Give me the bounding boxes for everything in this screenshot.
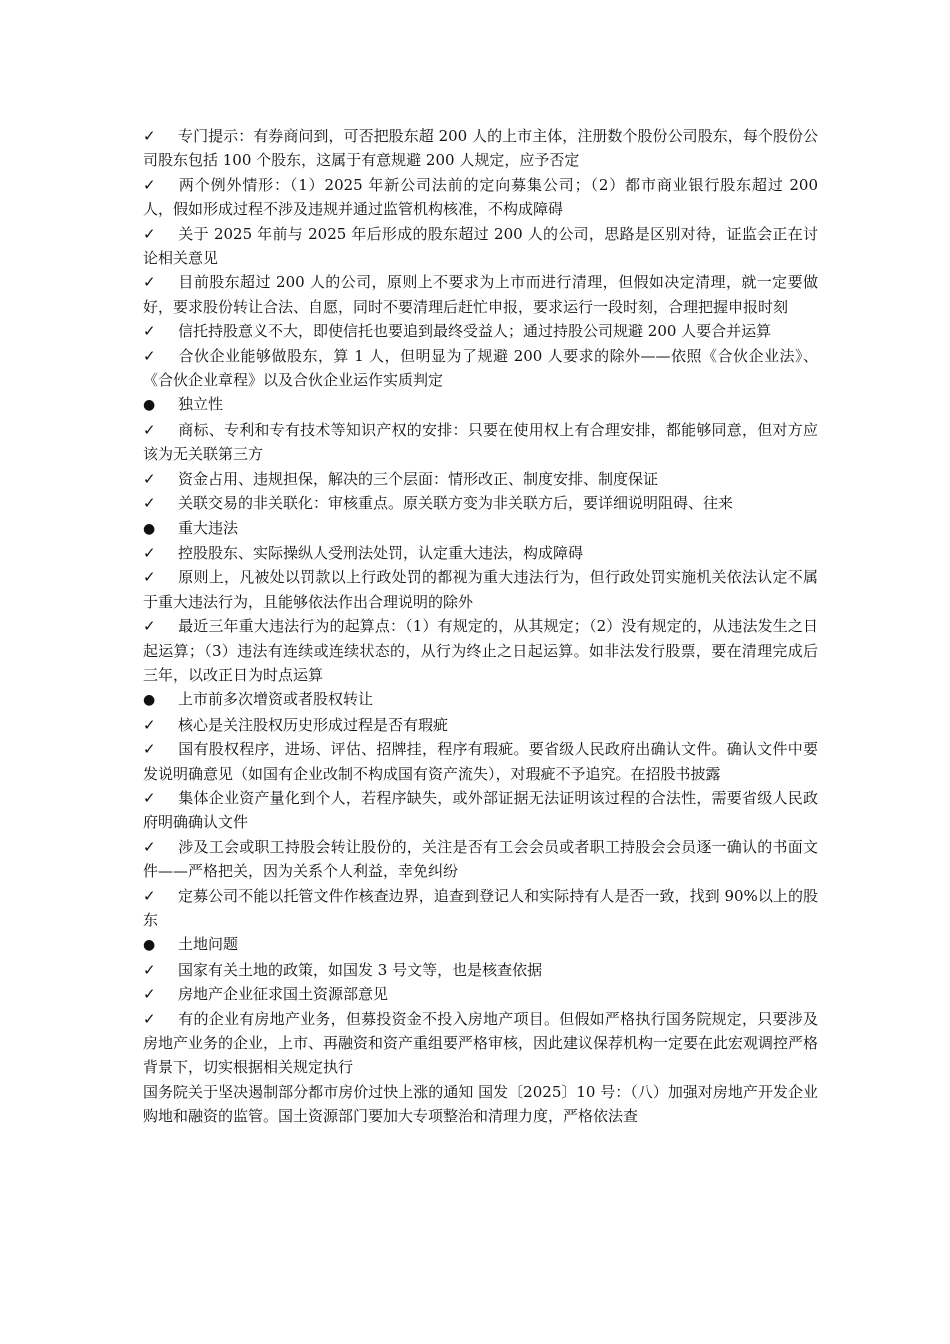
paragraph-text: 国有股权程序，进场、评估、招牌挂，程序有瑕疵。要省级人民政府出确认文件。确认文件中要发说明确意见（如国有企业改制不构成国有资产流失），对瑕疵不予追究。在招股书披露 (143, 740, 818, 783)
list-item (143, 124, 818, 173)
checkmark-icon: ✓ (143, 469, 156, 488)
list-item (143, 786, 818, 835)
paragraph-text: 独立性 (178, 395, 224, 414)
paragraph-text: 上市前多次增资或者股权转让 (178, 690, 374, 709)
list-item (143, 835, 818, 884)
checkmark-icon: ✓ (143, 127, 156, 145)
list-item (143, 614, 818, 687)
checkmark-icon: ✓ (143, 420, 156, 439)
list-item (143, 958, 818, 982)
list-item (143, 467, 818, 491)
list-item (143, 737, 818, 786)
list-item (143, 319, 818, 343)
list-item (143, 270, 818, 319)
paragraph-text: 土地问题 (178, 935, 239, 954)
paragraph-text: 最近三年重大违法行为的起算点：（1）有规定的，从其规定；（2）没有规定的，从违法发生之日起运算；（3）违法有连续或连续状态的，从行为终止之日起运算。如非法发行股票，要在清理完成后三年，以改正日为时点运算 (143, 617, 818, 684)
section-heading (143, 516, 818, 541)
list-item (143, 884, 818, 933)
paragraph-text: 信托持股意义不大，即使信托也要追到最终受益人；通过持股公司规避 200 人要合并运算 (178, 322, 772, 341)
paragraph-text: 关联交易的非关联化：审核重点。原关联方变为非关联方后，要详细说明阻碍、往来 (178, 494, 734, 513)
list-item (143, 713, 818, 737)
checkmark-icon: ✓ (143, 175, 156, 194)
checkmark-icon: ✓ (143, 568, 156, 587)
list-item (143, 982, 818, 1006)
paragraph-text: 控股股东、实际操纵人受刑法处罚，认定重大违法，构成障碍 (178, 543, 584, 562)
bullet-icon: ● (143, 520, 156, 537)
paragraph-text: 商标、专利和专有技术等知识产权的安排：只要在使用权上有合理安排，都能够同意，但对方应该为无关联第三方 (143, 420, 818, 464)
list-item (143, 418, 818, 467)
paragraph-text: 合伙企业能够做股东，算 1 人，但明显为了规避 200 人要求的除外——依照《合伙企业法》、《合伙企业章程》以及合伙企业运作实质判定 (143, 346, 818, 390)
checkmark-icon: ✓ (143, 273, 156, 292)
checkmark-icon: ✓ (143, 224, 156, 243)
list-item (143, 1080, 818, 1129)
checkmark-icon: ✓ (143, 886, 156, 905)
paragraph-text: 两个例外情形：（1）2025 年新公司法前的定向募集公司；（2）都市商业银行股东超过 200 人，假如形成过程不涉及违规并通过监管机构核准，不构成障碍 (143, 175, 818, 219)
section-heading (143, 932, 818, 957)
section-heading (143, 687, 818, 712)
checkmark-icon: ✓ (143, 543, 156, 562)
list-item (143, 491, 818, 515)
bullet-icon: ● (143, 692, 156, 709)
paragraph-text: 资金占用、违规担保，解决的三个层面：情形改正、制度安排、制度保证 (178, 469, 659, 488)
paragraph-text: 集体企业资产量化到个人，若程序缺失，或外部证据无法证明该过程的合法性，需要省级人民政府明确确认文件 (143, 788, 818, 832)
paragraph-text: 重大违法 (178, 518, 239, 537)
checkmark-icon: ✓ (143, 715, 156, 734)
checkmark-icon: ✓ (143, 494, 156, 513)
checkmark-icon: ✓ (143, 985, 156, 1004)
paragraph-text: 目前股东超过 200 人的公司，原则上不要求为上市而进行清理，但假如决定清理，就一定要做好，要求股份转让合法、自愿，同时不要清理后赶忙申报，要求运行一段时刻，合理把握申报时刻 (143, 273, 818, 316)
paragraph-text: 关于 2025 年前与 2025 年后形成的股东超过 200 人的公司，思路是区别对待，证监会正在讨论相关意见 (143, 224, 818, 268)
paragraph-text: 核心是关注股权历史形成过程是否有瑕疵 (178, 715, 449, 734)
bullet-icon: ● (143, 397, 156, 414)
paragraph-text: 国家有关土地的政策，如国发 3 号文等，也是核查依据 (178, 960, 543, 979)
checkmark-icon: ✓ (143, 617, 156, 636)
checkmark-icon: ✓ (143, 740, 156, 759)
document-body (143, 124, 818, 1129)
list-item (143, 565, 818, 614)
list-item (143, 1007, 818, 1080)
checkmark-icon: ✓ (143, 788, 156, 807)
paragraph-text: 房地产企业征求国土资源部意见 (178, 985, 389, 1004)
checkmark-icon: ✓ (143, 322, 156, 341)
list-item (143, 222, 818, 271)
paragraph-text: 专门提示：有券商问到，可否把股东超 200 人的上市主体，注册数个股份公司股东，每个股份公司股东包括 100 个股东，这属于有意规避 200 人规定，应予否定 (143, 127, 818, 170)
paragraph-text: 原则上，凡被处以罚款以上行政处罚的都视为重大违法行为，但行政处罚实施机关依法认定不属于重大违法行为，且能够依法作出合理说明的除外 (143, 568, 818, 611)
paragraph-text: 有的企业有房地产业务，但募投资金不投入房地产项目。但假如严格执行国务院规定，只要涉及房地产业务的企业，上市、再融资和资产重组要严格审核，因此建议保荐机构一定要在此宏观调控严格背景下，切实根据相关规定执行 (143, 1009, 819, 1077)
section-heading (143, 392, 818, 417)
bullet-icon: ● (143, 937, 156, 954)
paragraph-text: 国务院关于坚决遏制部分都市房价过快上涨的通知 国发〔2025〕10 号：（八）加强对房地产开发企业购地和融资的监管。国土资源部门要加大专项整治和清理力度，严格依法查 (143, 1082, 818, 1126)
checkmark-icon: ✓ (143, 1009, 156, 1028)
list-item (143, 173, 818, 222)
paragraph-text: 涉及工会或职工持股会转让股份的，关注是否有工会会员或者职工持股会会员逐一确认的书面文件——严格把关，因为关系个人利益，幸免纠纷 (143, 837, 818, 881)
checkmark-icon: ✓ (143, 960, 156, 979)
paragraph-text: 定募公司不能以托管文件作核查边界，追查到登记人和实际持有人是否一致，找到 90%以上的股东 (143, 886, 818, 929)
checkmark-icon: ✓ (143, 346, 156, 365)
checkmark-icon: ✓ (143, 837, 156, 856)
list-item (143, 541, 818, 565)
list-item (143, 344, 818, 393)
